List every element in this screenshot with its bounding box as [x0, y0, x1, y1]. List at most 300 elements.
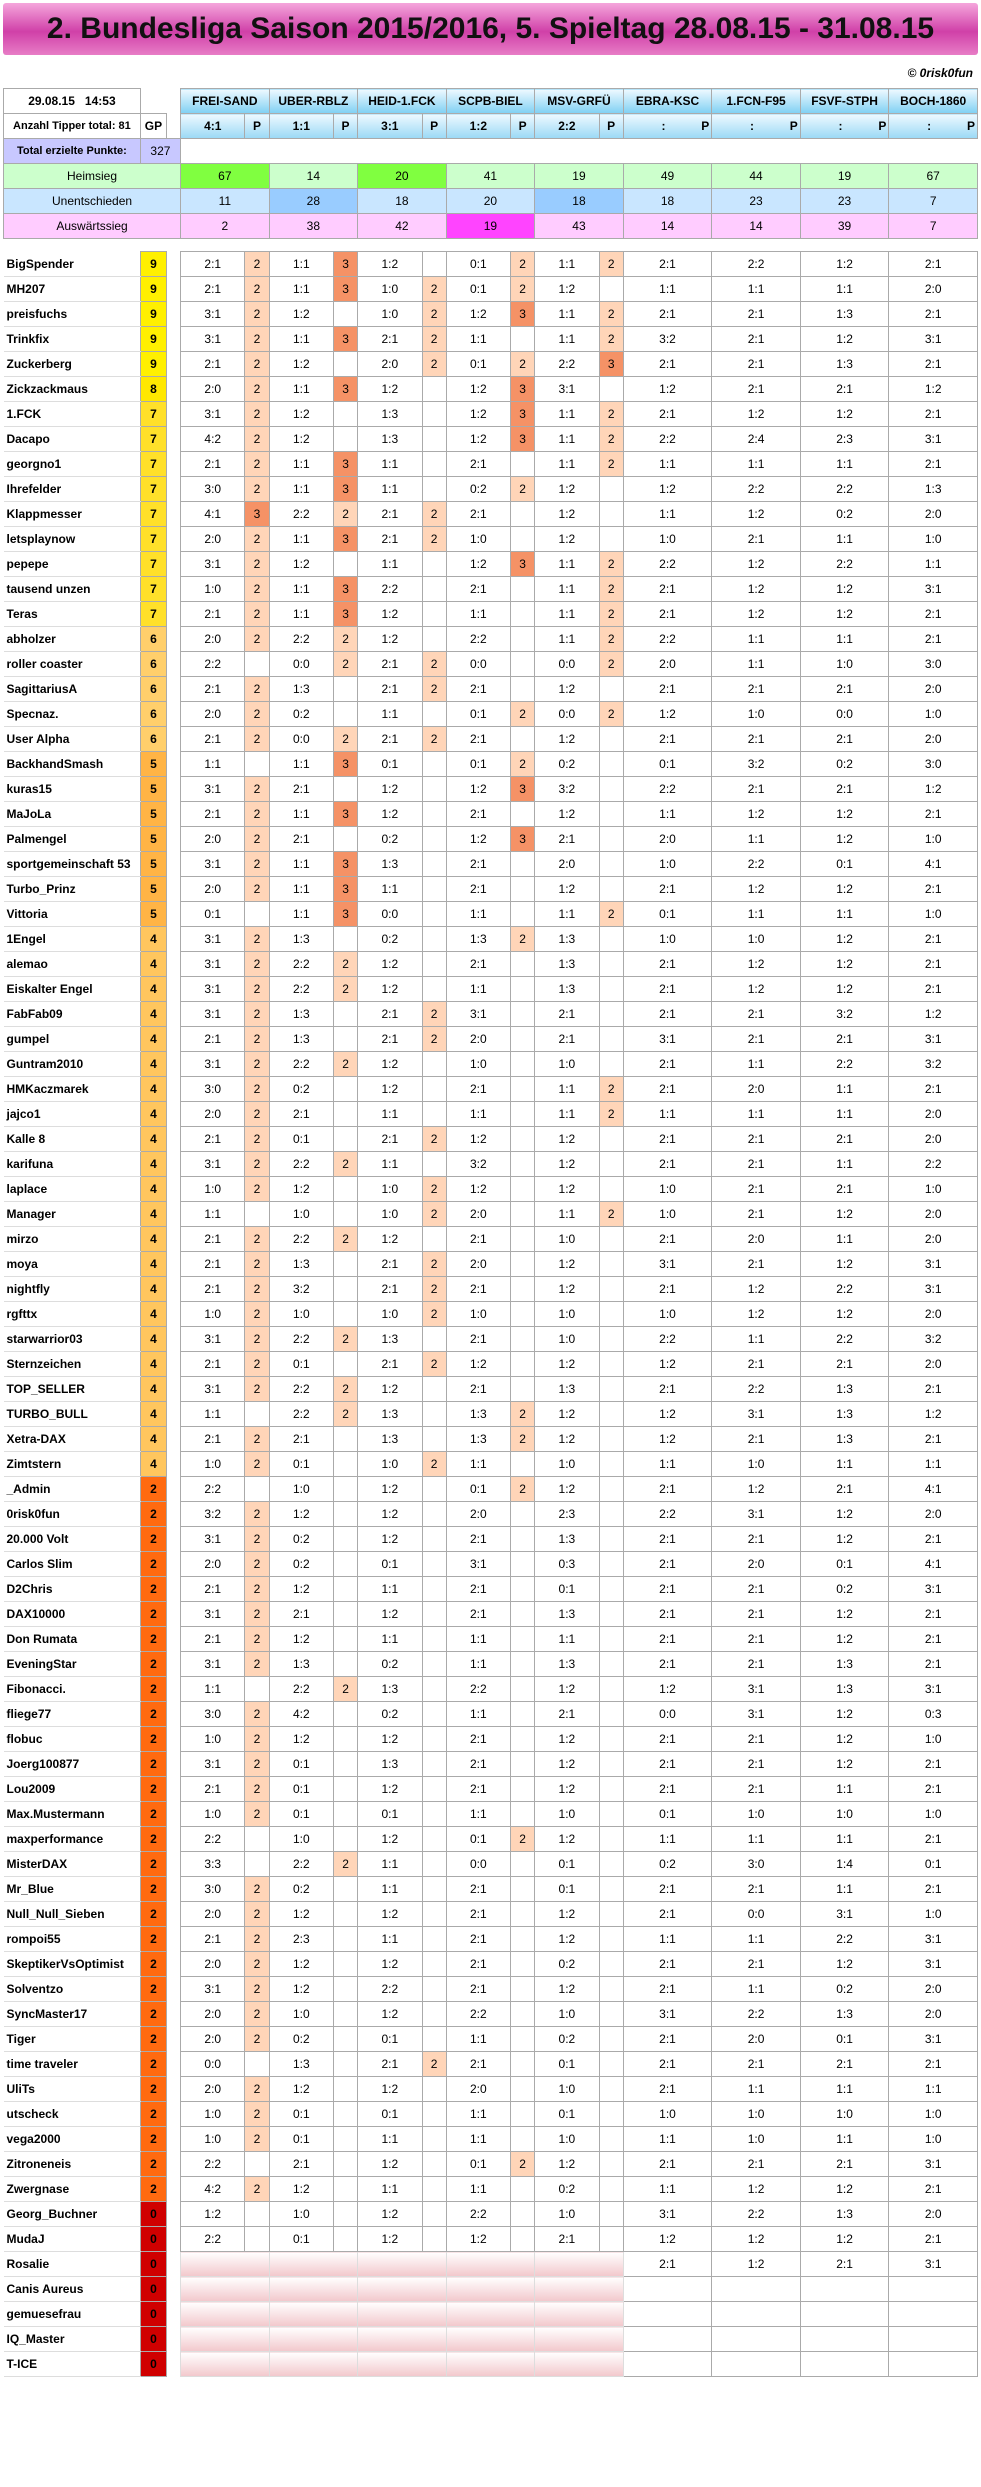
tip: 1:2 [712, 577, 801, 602]
tip-points [333, 2002, 357, 2027]
tip-points [511, 1102, 535, 1127]
tip: 2:1 [446, 1602, 510, 1627]
tip: 1:1 [446, 2127, 510, 2152]
tip: 1:2 [535, 477, 599, 502]
tip: 2:1 [712, 1777, 801, 1802]
tip: 1:0 [181, 1452, 245, 1477]
tip: 1:0 [535, 1052, 599, 1077]
tip-points: 2 [245, 702, 269, 727]
player-points: 4 [140, 1127, 166, 1152]
tip-points [511, 1627, 535, 1652]
spacer [166, 1827, 180, 1852]
tip-points: 2 [511, 1427, 535, 1452]
tip: 2:1 [181, 352, 245, 377]
tip: 1:1 [446, 1702, 510, 1727]
spacer [166, 1477, 180, 1502]
ausw-count: 43 [535, 214, 624, 239]
tip: 2:0 [446, 1502, 510, 1527]
tip: 1:3 [358, 1427, 422, 1452]
tip: 0:1 [535, 2052, 599, 2077]
player-name: Guntram2010 [4, 1052, 141, 1077]
tip: 2:1 [712, 1627, 801, 1652]
tip-points [511, 652, 535, 677]
tip: 2:2 [269, 1377, 333, 1402]
player-row [4, 952, 978, 977]
player-row [4, 1102, 978, 1127]
tip: 1:1 [712, 2077, 801, 2102]
tip: 1:2 [800, 1302, 889, 1327]
tip-points: 2 [245, 377, 269, 402]
tip-points: 2 [599, 252, 623, 277]
player-points: 9 [140, 352, 166, 377]
spacer [166, 1327, 180, 1352]
player-row [4, 2252, 978, 2277]
tip: 4:1 [889, 1477, 978, 1502]
tip-empty [269, 2327, 358, 2352]
tip-points [422, 2102, 446, 2127]
tip: 1:2 [535, 677, 599, 702]
tip: 4:2 [181, 427, 245, 452]
tip: 0:1 [446, 752, 510, 777]
player-points: 4 [140, 1327, 166, 1352]
tip: 1:0 [623, 2102, 712, 2127]
tip: 2:1 [181, 252, 245, 277]
player-points: 9 [140, 277, 166, 302]
tip-points [333, 2052, 357, 2077]
tip: 1:0 [358, 1202, 422, 1227]
spacer [166, 1877, 180, 1902]
tip-points: 2 [599, 452, 623, 477]
player-row [4, 1077, 978, 1102]
tip-points [511, 627, 535, 652]
tip: 1:1 [712, 627, 801, 652]
result: 1:1 [269, 114, 333, 139]
tip: 2:1 [800, 777, 889, 802]
team-header: SCPB-BIEL [446, 89, 535, 114]
tip-points: 2 [422, 1452, 446, 1477]
spacer [4, 239, 978, 252]
player-points: 0 [140, 2227, 166, 2252]
tip: 2:1 [712, 1027, 801, 1052]
tip: 1:1 [800, 627, 889, 652]
tip-points: 3 [511, 777, 535, 802]
tip: 2:1 [446, 1977, 510, 2002]
tip-points: 2 [245, 602, 269, 627]
tip: 1:0 [535, 2127, 599, 2152]
player-points: 6 [140, 702, 166, 727]
tip-points [333, 1002, 357, 1027]
tip: 1:2 [446, 377, 510, 402]
tip-points [422, 1702, 446, 1727]
tip: 0:1 [269, 2227, 333, 2252]
tip: 3:2 [623, 327, 712, 352]
tip: 1:2 [269, 352, 333, 377]
tip: 1:1 [623, 1927, 712, 1952]
tip-points: 2 [422, 302, 446, 327]
tip: 2:0 [358, 352, 422, 377]
player-points: 4 [140, 1027, 166, 1052]
tip: 2:0 [712, 2027, 801, 2052]
tip-points: 2 [245, 727, 269, 752]
tip-points: 2 [422, 1277, 446, 1302]
player-row [4, 752, 978, 777]
tip-points: 2 [599, 627, 623, 652]
player-row [4, 2327, 978, 2352]
tip: 1:2 [800, 977, 889, 1002]
tip-points [333, 1627, 357, 1652]
tip: 2:0 [446, 1027, 510, 1052]
tip: 0:1 [358, 1552, 422, 1577]
player-row [4, 2352, 978, 2377]
tip: 1:1 [358, 1627, 422, 1652]
tip: 2:0 [889, 1227, 978, 1252]
tip-points [422, 402, 446, 427]
player-points: 6 [140, 627, 166, 652]
tip-points [599, 1677, 623, 1702]
tip: 1:2 [535, 1827, 599, 1852]
tip: 1:1 [446, 1802, 510, 1827]
team-header: UBER-RBLZ [269, 89, 358, 114]
player-row [4, 1152, 978, 1177]
tip: 1:1 [269, 752, 333, 777]
tip: 3:2 [446, 1152, 510, 1177]
spacer [166, 1802, 180, 1827]
tip: 1:0 [889, 1727, 978, 1752]
tip: 2:2 [269, 1327, 333, 1352]
unent-count: 11 [181, 189, 270, 214]
player-row [4, 1702, 978, 1727]
tip: 1:2 [535, 1352, 599, 1377]
tip: 1:0 [269, 2002, 333, 2027]
player-points: 4 [140, 1077, 166, 1102]
tip-points [333, 2177, 357, 2202]
tip: 3:1 [889, 1252, 978, 1277]
tip: 1:3 [889, 477, 978, 502]
player-name: Turbo_Prinz [4, 877, 141, 902]
tip: 1:0 [535, 1802, 599, 1827]
tip: 1:2 [889, 777, 978, 802]
tip: 1:0 [269, 1302, 333, 1327]
tip: 2:1 [712, 677, 801, 702]
tip: 1:0 [623, 1177, 712, 1202]
tip: 1:0 [358, 277, 422, 302]
unent-count: 23 [800, 189, 889, 214]
tip: 1:2 [712, 2252, 801, 2277]
tip-points [511, 1077, 535, 1102]
tip: 2:1 [889, 1077, 978, 1102]
tip: 1:1 [800, 1077, 889, 1102]
tip: 1:1 [712, 1927, 801, 1952]
tip-points [422, 1827, 446, 1852]
tip: 2:2 [269, 1402, 333, 1427]
tip-points [599, 502, 623, 527]
tip [889, 2327, 978, 2352]
tip-points: 2 [245, 677, 269, 702]
player-points: 2 [140, 1802, 166, 1827]
spacer [166, 977, 180, 1002]
tip: 1:2 [712, 552, 801, 577]
tip: 1:3 [446, 1427, 510, 1452]
tip: 1:2 [889, 377, 978, 402]
tip: 1:3 [358, 1677, 422, 1702]
tip: 1:2 [358, 602, 422, 627]
tip: 1:1 [358, 452, 422, 477]
player-points: 0 [140, 2302, 166, 2327]
tip: 2:1 [623, 1152, 712, 1177]
tip: 1:1 [800, 1227, 889, 1252]
tip: 0:0 [712, 1902, 801, 1927]
tip-points [422, 927, 446, 952]
tip-points: 3 [333, 277, 357, 302]
tip-points [511, 977, 535, 1002]
spacer [166, 1677, 180, 1702]
tip-points [599, 1502, 623, 1527]
spacer [166, 577, 180, 602]
player-name: preisfuchs [4, 302, 141, 327]
tip: 1:1 [181, 1202, 245, 1227]
tip: 2:1 [712, 1202, 801, 1227]
spacer [166, 1227, 180, 1252]
tip-points [599, 1902, 623, 1927]
tip: 3:1 [181, 777, 245, 802]
tip: 2:1 [712, 1727, 801, 1752]
player-name: abholzer [4, 627, 141, 652]
tip-points [599, 1002, 623, 1027]
tip: 1:2 [623, 1402, 712, 1427]
player-name: Dacapo [4, 427, 141, 452]
tip: 3:1 [889, 1277, 978, 1302]
tip: 1:0 [446, 527, 510, 552]
tip: 0:2 [269, 702, 333, 727]
tip: 2:0 [181, 527, 245, 552]
team-header: EBRA-KSC [623, 89, 712, 114]
tip: 1:0 [889, 1902, 978, 1927]
tip: 2:1 [712, 1602, 801, 1627]
tip-points: 2 [245, 1702, 269, 1727]
tip [712, 2352, 801, 2377]
tip-points: 2 [333, 1377, 357, 1402]
heim-count: 49 [623, 164, 712, 189]
player-row [4, 877, 978, 902]
tip-points [599, 1352, 623, 1377]
tip-points: 2 [599, 1102, 623, 1127]
player-points: 5 [140, 802, 166, 827]
tip-points [422, 1727, 446, 1752]
player-points: 2 [140, 2052, 166, 2077]
tip: 0:0 [269, 727, 333, 752]
spacer [166, 1652, 180, 1677]
tip-points: 2 [245, 802, 269, 827]
tip: 0:1 [446, 277, 510, 302]
tip: 2:0 [889, 1102, 978, 1127]
tip: 2:1 [800, 1127, 889, 1152]
tip: 2:1 [623, 1627, 712, 1652]
tip: 0:1 [181, 902, 245, 927]
tip-points [333, 2027, 357, 2052]
tip: 1:2 [623, 1352, 712, 1377]
player-name: rompoi55 [4, 1927, 141, 1952]
spacer [166, 1727, 180, 1752]
tip-points [511, 1752, 535, 1777]
tip: 1:3 [358, 402, 422, 427]
tip: 1:3 [358, 852, 422, 877]
tip: 1:2 [358, 1602, 422, 1627]
tip-points: 2 [245, 1502, 269, 1527]
player-points: 2 [140, 1752, 166, 1777]
tip: 1:1 [358, 2177, 422, 2202]
tip-points [599, 1652, 623, 1677]
tip: 2:1 [446, 1877, 510, 1902]
tip: 2:1 [800, 2052, 889, 2077]
player-name: Canis Aureus [4, 2277, 141, 2302]
tip: 2:1 [446, 1377, 510, 1402]
tip: 1:3 [269, 927, 333, 952]
tip-points [422, 1752, 446, 1777]
tip: 1:2 [446, 1127, 510, 1152]
player-name: SagittariusA [4, 677, 141, 702]
tip: 2:0 [889, 1202, 978, 1227]
tip: 2:0 [181, 1102, 245, 1127]
tip: 1:2 [269, 1902, 333, 1927]
result: : P [712, 114, 801, 139]
tip: 1:1 [358, 2127, 422, 2152]
player-points: 4 [140, 1352, 166, 1377]
tip: 2:2 [446, 2002, 510, 2027]
spacer [166, 2352, 180, 2377]
spacer [166, 1502, 180, 1527]
tip: 2:1 [181, 727, 245, 752]
tip-points [511, 1952, 535, 1977]
tip: 0:1 [800, 1552, 889, 1577]
tip-points: 3 [511, 377, 535, 402]
tip: 2:1 [358, 1127, 422, 1152]
tip-points [599, 727, 623, 752]
tip: 2:1 [358, 1027, 422, 1052]
tip-empty [269, 2277, 358, 2302]
tip: 1:1 [446, 2177, 510, 2202]
tip-points [511, 1877, 535, 1902]
tip-empty [181, 2352, 270, 2377]
tip: 1:0 [800, 652, 889, 677]
tip [889, 2352, 978, 2377]
player-row [4, 627, 978, 652]
tip: 1:2 [800, 327, 889, 352]
tip-points [422, 1102, 446, 1127]
spacer [166, 89, 180, 114]
tip: 2:0 [889, 277, 978, 302]
tip: 1:1 [269, 877, 333, 902]
tip-points [422, 702, 446, 727]
unent-count: 18 [535, 189, 624, 214]
tip-points: 2 [245, 1127, 269, 1152]
tip: 2:0 [623, 827, 712, 852]
tip: 3:1 [623, 1027, 712, 1052]
tip-points [599, 1127, 623, 1152]
tip-points [511, 802, 535, 827]
tip: 1:2 [535, 1277, 599, 1302]
tip-points: 2 [245, 2127, 269, 2152]
tip-points [511, 852, 535, 877]
spacer [166, 302, 180, 327]
tip: 1:1 [358, 1877, 422, 1902]
spacer [166, 2077, 180, 2102]
p-header: P [245, 114, 269, 139]
spacer [166, 1927, 180, 1952]
tip: 1:3 [446, 1402, 510, 1427]
tip: 1:1 [800, 1152, 889, 1177]
spacer [166, 377, 180, 402]
tip-points: 2 [511, 252, 535, 277]
ausw-count: 42 [358, 214, 447, 239]
player-name: MaJoLa [4, 802, 141, 827]
tip: 2:1 [446, 1752, 510, 1777]
spacer [166, 1552, 180, 1577]
tip-points [599, 1052, 623, 1077]
tip: 1:2 [623, 377, 712, 402]
tip: 2:0 [889, 1127, 978, 1152]
tip [623, 2352, 712, 2377]
tip-points [422, 2202, 446, 2227]
player-row [4, 2152, 978, 2177]
tip-points: 2 [511, 352, 535, 377]
tip: 2:2 [269, 952, 333, 977]
tip: 1:0 [712, 927, 801, 952]
player-name: D2Chris [4, 1577, 141, 1602]
tip: 2:1 [623, 1902, 712, 1927]
player-points: 4 [140, 952, 166, 977]
tip-points: 2 [245, 1527, 269, 1552]
tip-points [333, 1927, 357, 1952]
tip-points [599, 1577, 623, 1602]
tip: 1:2 [358, 802, 422, 827]
tip: 1:2 [535, 1127, 599, 1152]
tip: 2:1 [800, 727, 889, 752]
tip: 1:2 [712, 802, 801, 827]
tip-empty [181, 2277, 270, 2302]
spacer [166, 877, 180, 902]
tip-points [333, 1827, 357, 1852]
tip: 2:0 [889, 502, 978, 527]
player-points: 2 [140, 1627, 166, 1652]
player-name: DAX10000 [4, 1602, 141, 1627]
tip: 2:1 [358, 1352, 422, 1377]
tip-points: 3 [245, 502, 269, 527]
tip: 2:2 [358, 1977, 422, 2002]
tip-points: 2 [245, 1377, 269, 1402]
tip: 2:2 [889, 1152, 978, 1177]
standings-table [3, 88, 978, 2377]
tip-points [333, 1477, 357, 1502]
tip: 2:2 [358, 577, 422, 602]
tip: 1:0 [535, 2002, 599, 2027]
player-row [4, 352, 978, 377]
tip-points [599, 2202, 623, 2227]
tip-points [422, 377, 446, 402]
player-points: 7 [140, 552, 166, 577]
tip-points [599, 927, 623, 952]
spacer [166, 1902, 180, 1927]
tip: 2:1 [889, 877, 978, 902]
tip-points [599, 377, 623, 402]
tip: 1:2 [358, 2227, 422, 2252]
tip-points [333, 1252, 357, 1277]
tip [712, 2302, 801, 2327]
total-label: Total erzielte Punkte: [4, 139, 141, 164]
tip-points: 2 [245, 577, 269, 602]
tip [800, 2302, 889, 2327]
tip-points: 3 [333, 577, 357, 602]
tip-points: 2 [333, 1052, 357, 1077]
